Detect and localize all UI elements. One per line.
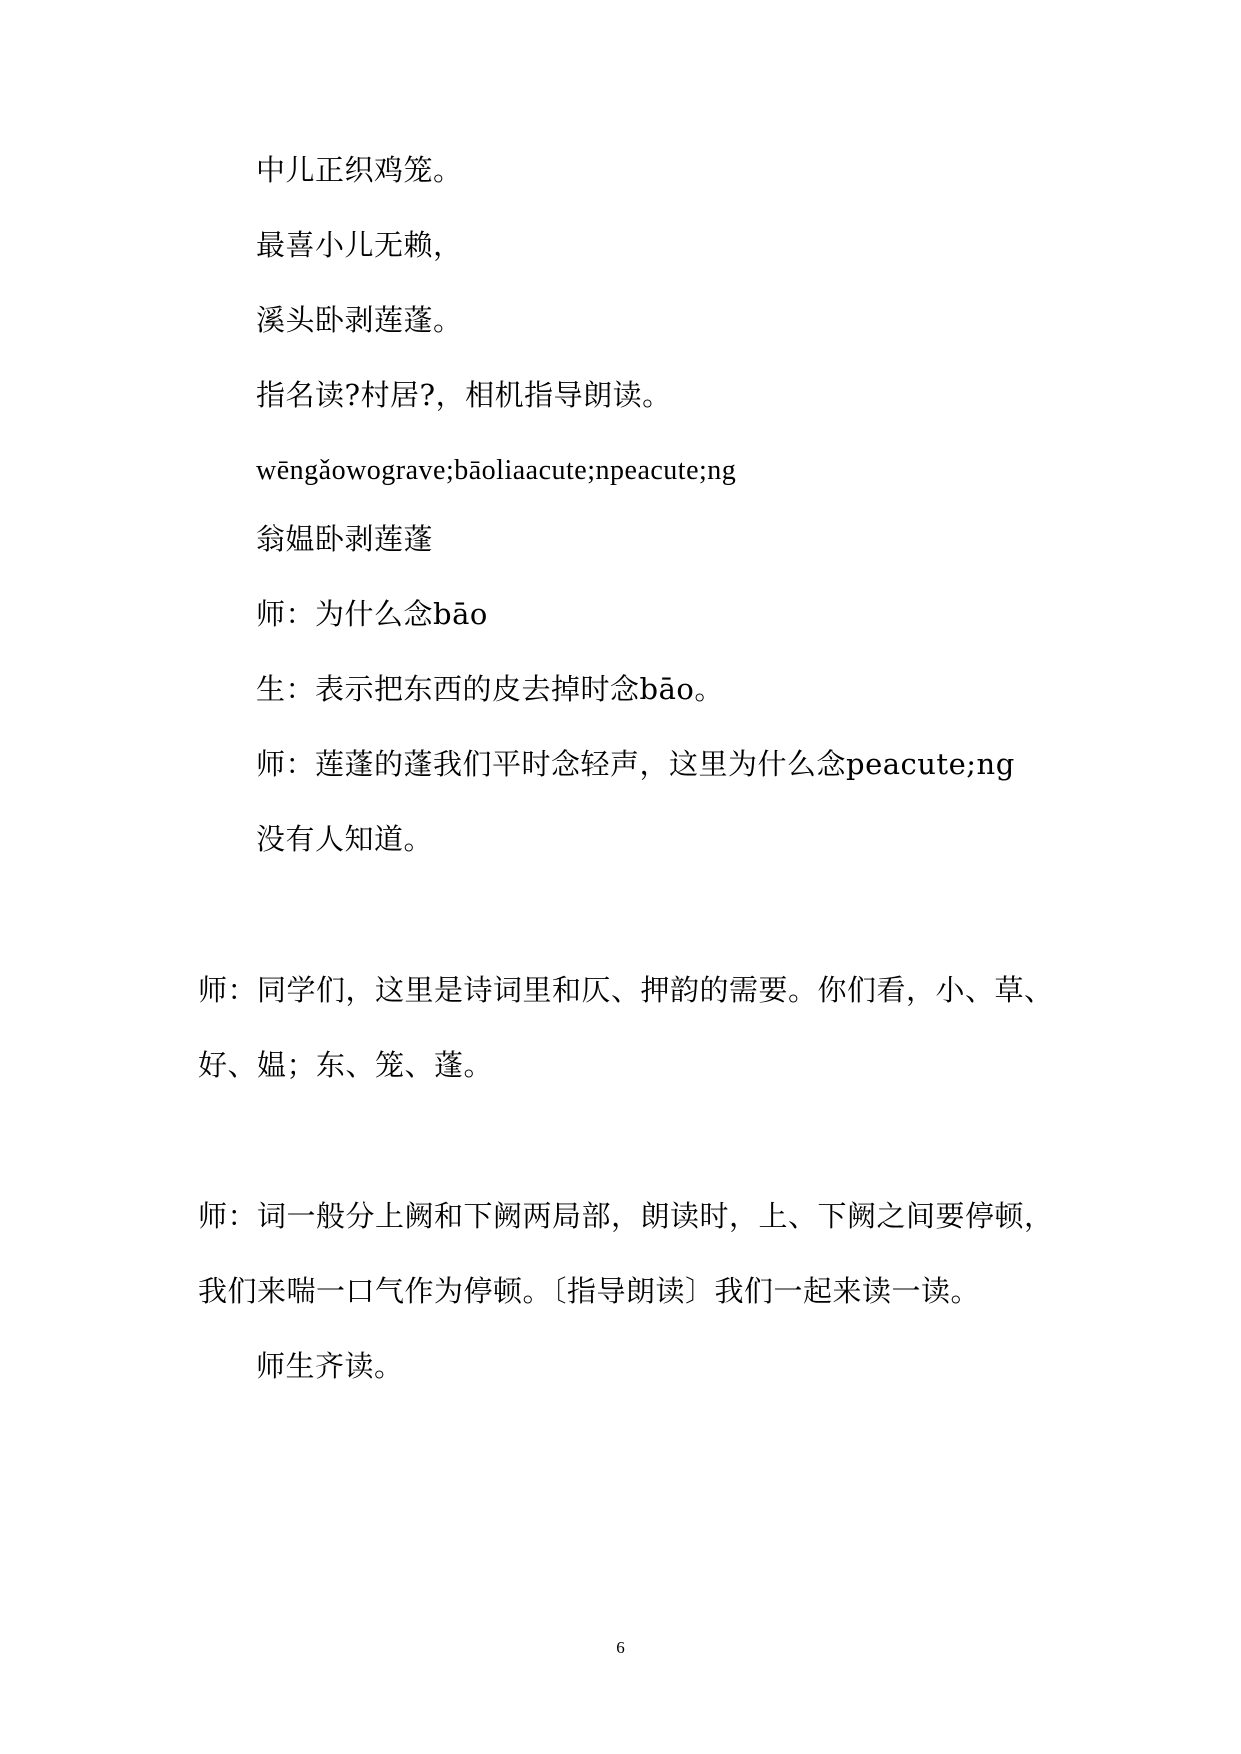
no-answer-line: 没有人知道。 [256, 822, 434, 856]
teacher-explanation-1b: 好、媪；东、笼、蓬。 [198, 1048, 494, 1082]
teacher-question-2: 师：莲蓬的蓬我们平时念轻声，这里为什么念peacute;ng [256, 747, 1015, 781]
teacher-explanation-2b: 我们来喘一口气作为停顿。〔指导朗读〕我们一起来读一读。 [198, 1274, 981, 1308]
group-reading-line: 师生齐读。 [256, 1349, 404, 1383]
teacher-explanation-2a: 师：词一般分上阙和下阙两局部，朗读时，上、下阙之间要停顿， [198, 1199, 1054, 1233]
teacher-question-1: 师：为什么念bāo [256, 597, 488, 631]
poem-line-3: 溪头卧剥莲蓬。 [256, 303, 463, 337]
teacher-explanation-1a: 师：同学们，这里是诗词里和仄、押韵的需要。你们看，小、草、 [198, 973, 1054, 1007]
student-answer: 生：表示把东西的皮去掉时念bāo。 [256, 672, 724, 706]
poem-line-2: 最喜小儿无赖， [256, 228, 463, 262]
phrase-line: 翁媪卧剥莲蓬 [256, 522, 434, 556]
page-number: 6 [616, 1638, 625, 1657]
poem-line-1: 中儿正织鸡笼。 [256, 153, 463, 187]
instruction-line: 指名读?村居?，相机指导朗读。 [256, 378, 672, 412]
pinyin-line: wēngǎowograve;bāoliaacute;npeacute;ng [256, 455, 737, 486]
